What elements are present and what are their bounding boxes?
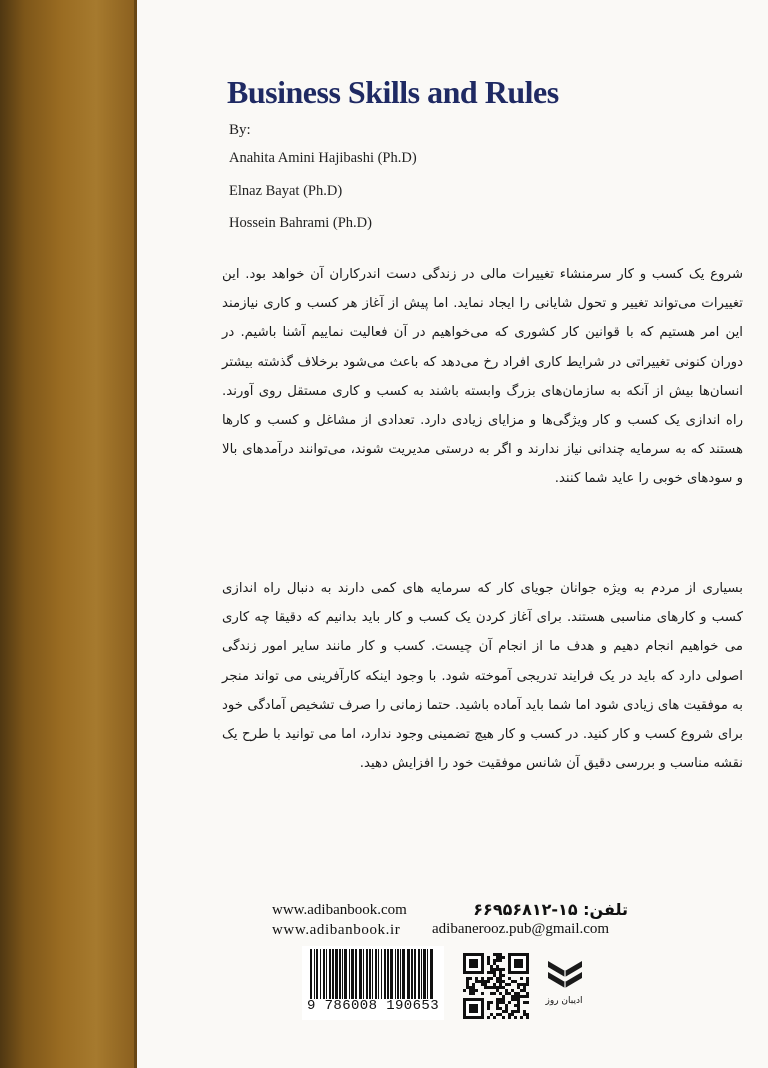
isbn-number: 9 786008 190653 bbox=[306, 998, 440, 1014]
publisher-logo-icon bbox=[546, 957, 584, 993]
website-link-ir[interactable]: www.adibanbook.ir bbox=[272, 922, 401, 938]
phone-number: تلفن: ۱۵-۶۶۹۵۶۸۱۲ bbox=[473, 900, 628, 919]
publisher-name: ادیبان روز bbox=[545, 996, 583, 1006]
barcode-bars-icon bbox=[310, 949, 436, 1001]
description-paragraph-1: شروع یک کسب و کار سرمنشاء تغییرات مالی در زندگی دست اندرکاران آن خواهد بود. این تغییرات می‌تواند تغییر و تحول شایانی را ایجاد نماید. اما پیش از آغاز هر کسب و کاری نیازمند این امر هستیم که با قوانین کار کشوری که می‌خواهیم در آن فعالیت نماییم آشنا باشیم. در دوران کنونی تغییراتی در شرایط کاری افراد رخ می‌دهد که باعث می‌شود برخلاف گذشته بیشتر انسان‌ها بیش از آنکه به سازمان‌های بزرگ وابسته باشند به کسب و کاری مستقل روی آورند. راه اندازی یک کسب و کار ویژگی‌ها و مزایای زیادی دارد. تعدادی از مشاغل و کسب و کارها هستند که به سرمایه چندانی نیاز ندارند و اگر به درستی مدیریت شوند، می‌توانند درآمدهای بالا و سودهای خوبی را عاید شما کنند. bbox=[222, 267, 743, 487]
description-paragraph-2: بسیاری از مردم به ویژه جوانان جویای کار که سرمایه های کمی دارند به دنبال راه اندازی کسب و کارهای مناسبی هستند. برای آغاز کردن یک کسب و کار باید بدانیم که دقیقا چه کاری می خواهیم انجام دهیم و هدف ما از انجام آن چیست. کسب و کار مانند سایر امور زندگی اصولی دارد که باید در یک فرایند تدریجی آموخته شود. با وجود اینکه کارآفرینی می تواند منجر به موفقیت های زیادی شود اما شما باید آماده باشید. حتما زمانی را صرف تشخیص آمادگی خود برای شروع کسب و کار کنید. در کسب و کار هیچ تضمینی وجود ندارد، اما می توانید با طرح یک نقشه مناسب و بررسی دقیق آن شانس موفقیت خود را افزایش دهید. bbox=[222, 581, 743, 772]
author-1: Anahita Amini Hajibashi (Ph.D) bbox=[229, 150, 417, 166]
by-label: By: bbox=[229, 122, 251, 138]
email-address[interactable]: adibanerooz.pub@gmail.com bbox=[432, 921, 610, 937]
book-spine bbox=[0, 0, 137, 1068]
author-2: Elnaz Bayat (Ph.D) bbox=[229, 183, 343, 199]
author-3: Hossein Bahrami (Ph.D) bbox=[229, 215, 372, 231]
qr-code-icon[interactable] bbox=[463, 953, 529, 1019]
website-link-com[interactable]: www.adibanbook.com bbox=[272, 902, 407, 918]
book-title: Business Skills and Rules bbox=[227, 74, 559, 110]
